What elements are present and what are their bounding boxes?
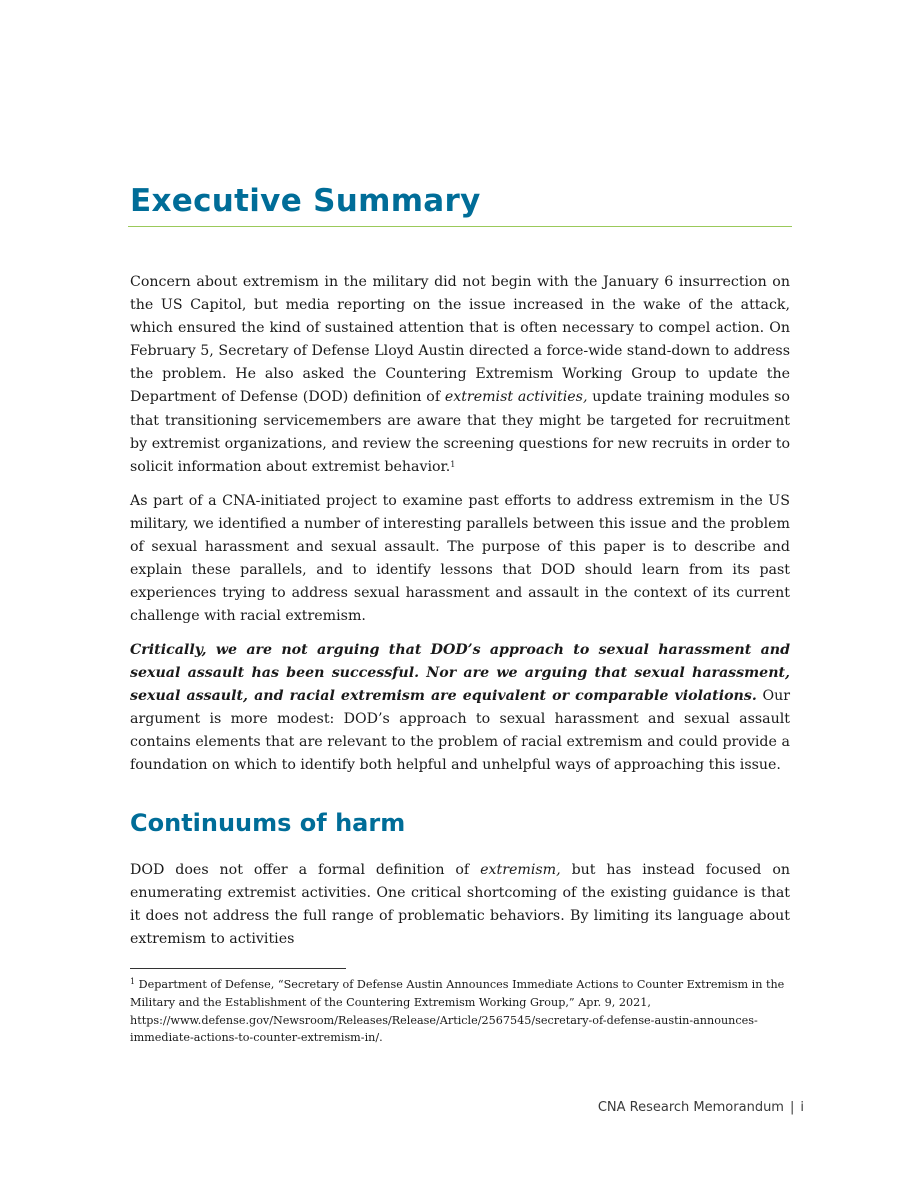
- paragraph-3-text: Our argument is more modest: DOD’s approach to sexual harassment and sexual assault contains elements that are relevant to the problem of racial extremism and could provide a foundation on which to identify both helpful and unhelpful ways of approaching this issue.: [130, 688, 791, 774]
- footnote: [130, 976, 798, 1047]
- footnote-divider: [130, 968, 346, 969]
- footnote-text: Department of Defense, “Secretary of Defense Austin Announces Immediate Actions to Counter Extremism in the Military and the Establishment of the Countering Extremism Working Group,” Apr. 9, 2021, https://www.defense.gov/Newsroom/Releases/Release/Article/2567545/secretary-of-defense-austin-announces-immediate-actions-to-counter-extremism-in/.: [130, 978, 785, 1045]
- paragraph-1-text-a: Concern about extremism in the military did not begin with the January 6 insurrection on the US Capitol, but media reporting on the issue increased in the wake of the attack, which ensured the kind of sustained attention that is often necessary to compel action. On February 5, Secretary of Defense Lloyd Austin directed a force-wide stand-down to address the problem. He also asked the Countering Extremism Working Group to update the Department of Defense (DOD) definition of: [130, 274, 790, 406]
- page-footer: [598, 1100, 804, 1115]
- section-heading: Executive Summary: [130, 183, 481, 219]
- footer-separator: |: [789, 1100, 795, 1115]
- paragraph-3: [130, 639, 790, 778]
- footnote-number: 1: [130, 977, 136, 986]
- paragraph-4-italic: extremism,: [480, 862, 561, 878]
- paragraph-2: As part of a CNA-initiated project to examine past efforts to address extremism in the US military, we identified a number of interesting parallels between this issue and the problem of sexual harassment and sexual assault. The purpose of this paper is to describe and explain these parallels, and to identify lessons that DOD should learn from its past experiences trying to address sexual harassment and assault in the context of its current challenge with racial extremism.: [130, 493, 790, 625]
- subsection-heading: Continuums of harm: [130, 809, 406, 837]
- footnote-reference[interactable]: 1: [450, 459, 456, 469]
- footer-title: CNA Research Memorandum: [597, 1100, 784, 1115]
- paragraph-4-text-a: DOD does not offer a formal definition of: [130, 862, 481, 878]
- paragraph-4-text-b: but has instead focused on enumerating extremist activities. One critical shortcoming of the existing guidance is that it does not address the full range of problematic behaviors. By limiting its language about extremism to activities: [130, 862, 790, 948]
- paragraph-1-italic: extremist activities,: [444, 389, 588, 406]
- paragraph-4: [130, 859, 790, 951]
- paragraph-1-text-b: update training modules so that transitioning servicemembers are aware that they might be targeted for recruitment by extremist organizations, and review the screening questions for new recruits in order to solicit information about extremist behavior.: [130, 389, 790, 475]
- paragraph-3-emphasis: Critically, we are not arguing that DOD’s approach to sexual harassment and sexual assault has been successful. Nor are we arguing that sexual harassment, sexual assault, and racial extremism are equivalent or comparable violations.: [130, 642, 790, 705]
- page-number: i: [800, 1100, 804, 1115]
- paragraph-1: [130, 271, 790, 479]
- heading-underline: [128, 226, 792, 227]
